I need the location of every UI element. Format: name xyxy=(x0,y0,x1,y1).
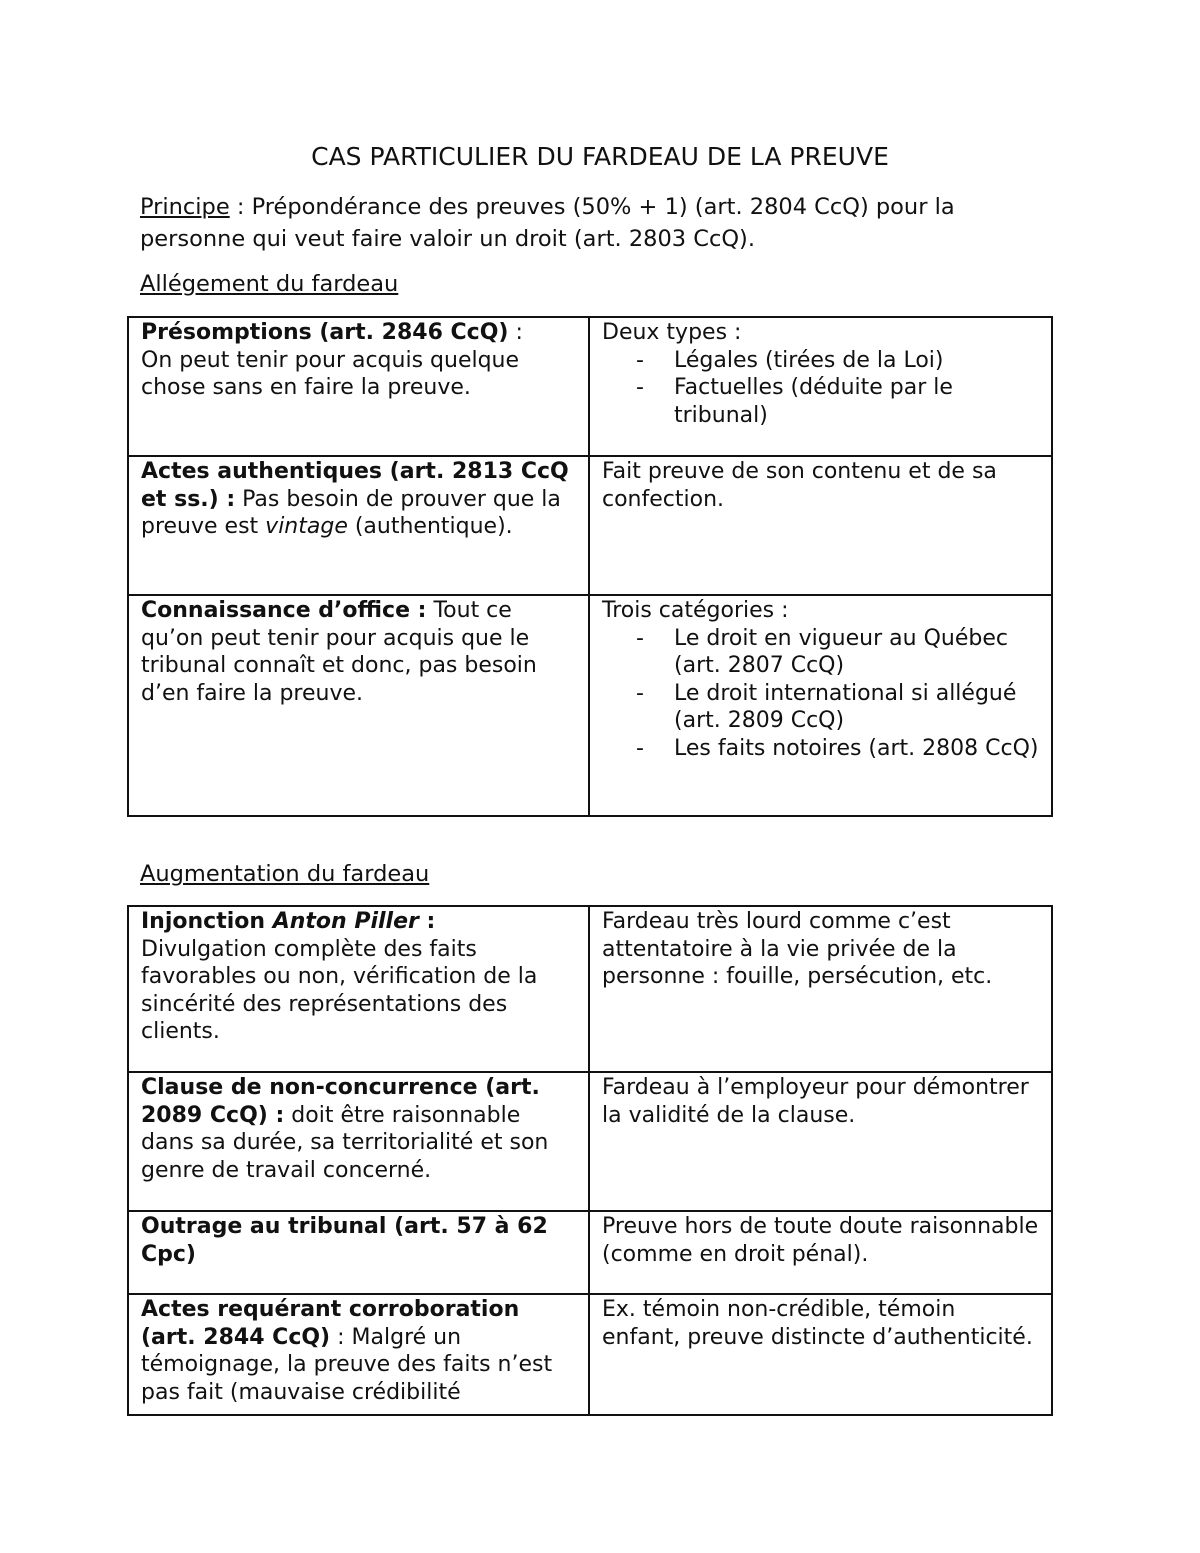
list-item: - Le droit en vigueur au Québec (art. 2807 CcQ) xyxy=(602,625,1039,680)
table-cell-right xyxy=(589,595,1052,816)
term-connaissance-office: Connaissance d’office : xyxy=(141,598,427,623)
principle-separator: : xyxy=(229,194,252,220)
table-row xyxy=(128,595,1052,816)
principle-paragraph xyxy=(140,191,1050,255)
table-row xyxy=(128,906,1052,1072)
table-cell-left xyxy=(128,1294,589,1415)
principle-text: Prépondérance des preuves (50% + 1) (art. 2804 CcQ) pour la personne qui veut faire valoir un droit (art. 2803 CcQ). xyxy=(140,194,955,252)
table-cell-left xyxy=(128,1211,589,1294)
description: Pas besoin de prouver que la preuve est xyxy=(141,486,561,539)
page-title: CAS PARTICULIER DU FARDEAU DE LA PREUVE xyxy=(311,142,889,171)
term-presomptions: Présomptions (art. 2846 CcQ) xyxy=(141,320,509,345)
description: doit être raisonnable dans sa durée, sa territorialité et son genre de travail concerné. xyxy=(141,1102,549,1183)
term-part: Injonction xyxy=(141,909,273,934)
term-outrage-tribunal: Outrage au tribunal (art. 57 à 62 Cpc) xyxy=(141,1214,548,1267)
list-item: - Le droit international si allégué (art. 2809 CcQ) xyxy=(602,680,1039,735)
right-text: Preuve hors de toute doute raisonnable (comme en droit pénal). xyxy=(602,1214,1039,1267)
table-cell-right xyxy=(589,317,1052,456)
table-cell-right xyxy=(589,906,1052,1072)
table-row xyxy=(128,1294,1052,1415)
description: Tout ce qu’on peut tenir pour acquis que le tribunal connaît et donc, pas besoin d’en faire la preuve. xyxy=(141,598,537,706)
list-item: - Les faits notoires (art. 2808 CcQ) xyxy=(602,735,1039,763)
table-cell-right xyxy=(589,1294,1052,1415)
description-italic: vintage xyxy=(265,514,348,539)
table-row xyxy=(128,456,1052,595)
list-intro: Trois catégories : xyxy=(602,598,789,623)
term-actes-authentiques: Actes authentiques (art. 2813 CcQ et ss.) : xyxy=(141,459,569,512)
table-cell-right xyxy=(589,1072,1052,1211)
table-cell-right xyxy=(589,1211,1052,1294)
dash-list xyxy=(602,347,1039,430)
table-cell-left xyxy=(128,317,589,456)
table-cell-left xyxy=(128,1072,589,1211)
description: (authentique). xyxy=(347,514,513,539)
description: : Malgré un témoignage, la preuve des faits n’est pas fait (mauvaise crédibilité xyxy=(141,1324,553,1405)
table-cell-right xyxy=(589,456,1052,595)
term-injonction xyxy=(141,909,435,934)
table-cell-left xyxy=(128,906,589,1072)
table-row xyxy=(128,1072,1052,1211)
term-separator: : xyxy=(508,320,523,345)
allegement-table xyxy=(127,316,1053,817)
description: Divulgation complète des faits favorables ou non, vérification de la sincérité des représentations des clients. xyxy=(141,936,538,1044)
right-text: Ex. témoin non-crédible, témoin enfant, preuve distincte d’authenticité. xyxy=(602,1297,1033,1350)
term-actes-corroboration: Actes requérant corroboration (art. 2844 CcQ) xyxy=(141,1297,520,1350)
right-text: Fardeau à l’employeur pour démontrer la validité de la clause. xyxy=(602,1075,1029,1128)
term-clause-non-concurrence: Clause de non-concurrence (art. 2089 CcQ) : xyxy=(141,1075,540,1128)
list-item: - Légales (tirées de la Loi) xyxy=(602,347,1039,375)
augmentation-table xyxy=(127,905,1053,1416)
table-cell-left xyxy=(128,595,589,816)
right-text: Fardeau très lourd comme c’est attentatoire à la vie privée de la personne : fouille, persécution, etc. xyxy=(602,909,993,989)
term-part: : xyxy=(418,909,436,934)
dash-list xyxy=(602,625,1039,763)
section-heading-allegement: Allégement du fardeau xyxy=(140,271,399,297)
section-heading-augmentation: Augmentation du fardeau xyxy=(140,861,430,887)
list-item: - Factuelles (déduite par le tribunal) xyxy=(602,374,1039,429)
table-row xyxy=(128,1211,1052,1294)
term-italic: Anton Piller xyxy=(272,909,419,934)
right-text: Fait preuve de son contenu et de sa confection. xyxy=(602,459,997,512)
description: On peut tenir pour acquis quelque chose sans en faire la preuve. xyxy=(141,347,520,400)
table-row xyxy=(128,317,1052,456)
list-intro: Deux types : xyxy=(602,320,742,345)
table-cell-left xyxy=(128,456,589,595)
principle-label: Principe xyxy=(140,194,230,220)
